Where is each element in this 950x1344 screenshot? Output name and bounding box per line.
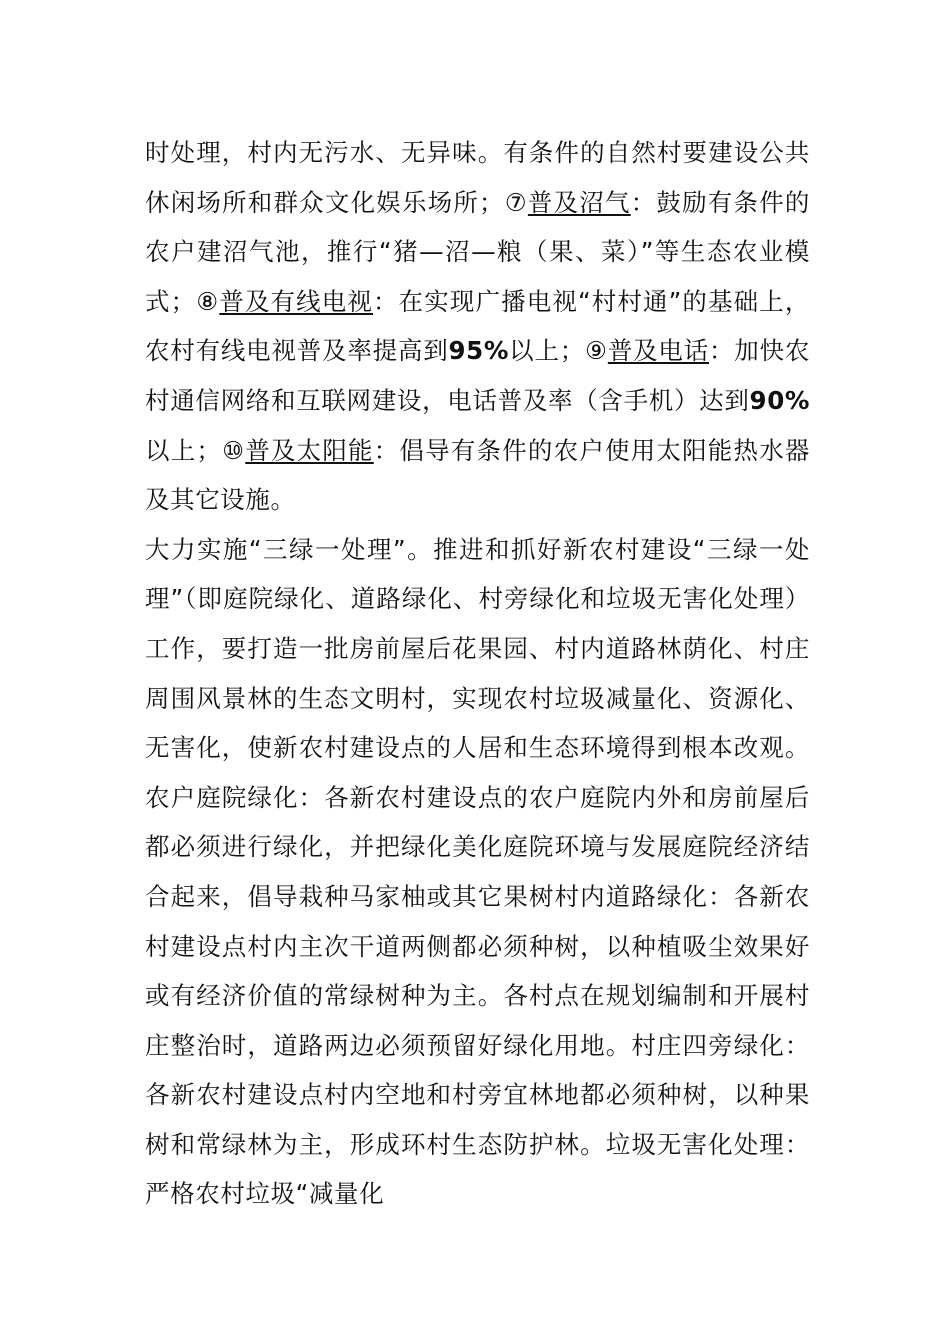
document-body <box>145 128 810 1219</box>
underlined-term-cable-tv: 普及有线电视 <box>219 286 374 316</box>
paragraph-1-text-3: ：在实现广播电视“村村通”的基础上，农村有线电视普及率提高到 <box>145 286 811 366</box>
bold-percent-95: 95% <box>448 336 509 366</box>
underlined-term-telephone: 普及电话 <box>607 336 710 366</box>
paragraph-2: 大力实施“三绿一处理”。推进和抓好新农村建设“三绿一处理”（即庭院绿化、道路绿化、村旁绿化和垃圾无害化处理）工作，要打造一批房前屋后花果园、村内道路林荫化、村庄周围风景林的生态文明村，实现农村垃圾减量化、资源化、无害化，使新农村建设点的人居和生态环境得到根本改观。农户庭院绿化：各新农村建设点的农户庭院内外和房前屋后都必须进行绿化，并把绿化美化庭院环境与发展庭院经济结合起来，倡导栽种马家柚或其它果树村内道路绿化：各新农村建设点村内主次干道两侧都必须种树，以种植吸尘效果好或有经济价值的常绿树种为主。各村点在规划编制和开展村庄整治时，道路两边必须预留好绿化用地。村庄四旁绿化：各新农村建设点村内空地和村旁宜林地都必须种树，以种果树和常绿林为主，形成环村生态防护林。垃圾无害化处理：严格农村垃圾“减量化 <box>145 534 810 1209</box>
paragraph-1-text-2: ：鼓励有条件的农户建沼气池，推行“猪—沼—粮（果、菜）”等生态农业模式；⑧ <box>145 187 810 316</box>
paragraph-1-text-6: 以上；⑩ <box>145 435 246 465</box>
paragraph-1 <box>145 128 810 525</box>
bold-percent-90: 90% <box>749 385 810 415</box>
underlined-term-biogas: 普及沼气 <box>527 187 631 217</box>
paragraph-1-text-7: ：倡导有条件的农户使用太阳能热水器及其它设施。 <box>145 435 810 515</box>
paragraph-1-text-5: ：加快农村通信网络和互联网建设，电话普及率（含手机）达到 <box>145 336 810 415</box>
paragraph-1-text-1: 时处理，村内无污水、无异味。有条件的自然村要建设公共休闲场所和群众文化娱乐场所；⑦ <box>145 138 810 217</box>
underlined-term-solar: 普及太阳能 <box>245 435 374 465</box>
paragraph-1-text-4: 以上；⑨ <box>508 336 608 366</box>
